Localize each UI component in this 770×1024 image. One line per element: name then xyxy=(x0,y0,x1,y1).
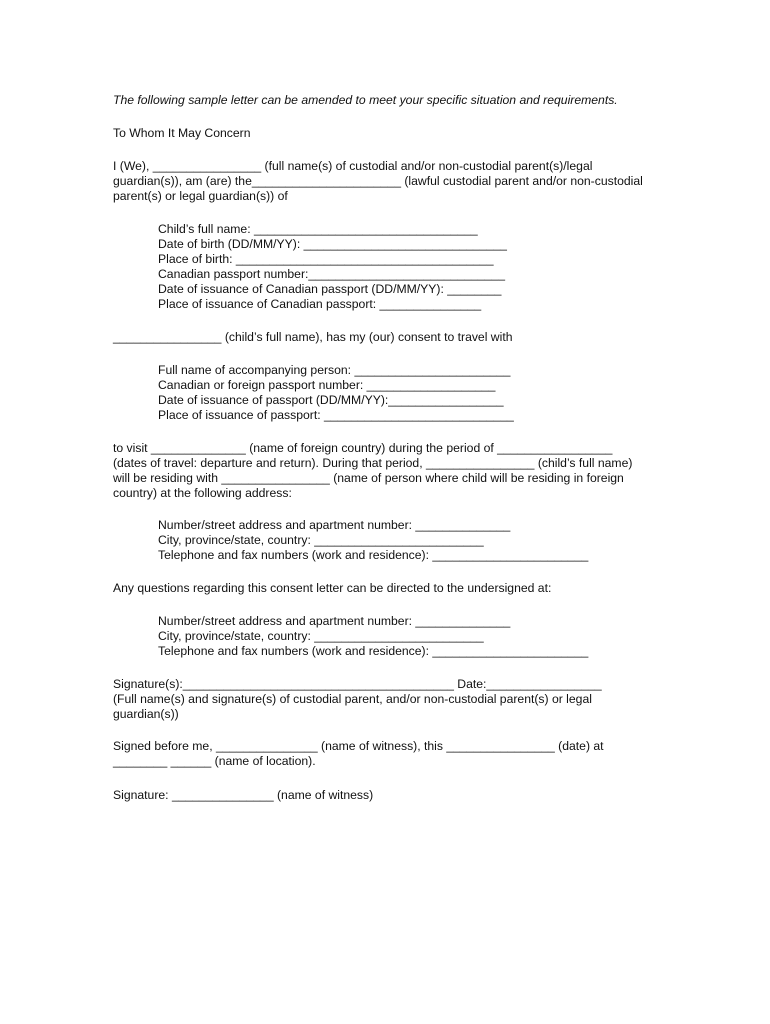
visit-line: country) at the following address: xyxy=(113,486,292,500)
child-field: Date of birth (DD/MM/YY): ______________________________ xyxy=(158,237,507,251)
child-field: Child’s full name: _________________________________ xyxy=(158,222,478,236)
paragraph-line: parent(s) or legal guardian(s)) of xyxy=(113,189,288,203)
paragraph-line: I (We), ________________ (full name(s) of custodial and/or non-custodial parent(s)/legal xyxy=(113,159,593,173)
accompany-field: Date of issuance of passport (DD/MM/YY):_________________ xyxy=(158,393,504,407)
signature-line: (Full name(s) and signature(s) of custodial parent, and/or non-custodial parent(s) or legal xyxy=(113,692,592,706)
child-field: Place of issuance of Canadian passport: _______________ xyxy=(158,297,482,311)
questions-line: Any questions regarding this consent letter can be directed to the undersigned at: xyxy=(113,581,552,595)
visit-line: to visit ______________ (name of foreign country) during the period of _________________ xyxy=(113,441,613,455)
consent-line: ________________ (child’s full name), has my (our) consent to travel with xyxy=(113,330,513,344)
contact-field: City, province/state, country: _________________________ xyxy=(158,629,484,643)
signature-line: Signature(s):________________________________________ Date:_________________ xyxy=(113,677,602,691)
visit-line: (dates of travel: departure and return). During that period, ________________ (child’s full name) xyxy=(113,456,633,470)
intro-note: The following sample letter can be amended to meet your specific situation and requirements. xyxy=(113,93,618,107)
witness-line: Signed before me, _______________ (name of witness), this ________________ (date) at xyxy=(113,739,604,753)
witness-signature-line: Signature: _______________ (name of witness) xyxy=(113,788,374,802)
contact-field: Telephone and fax numbers (work and residence): _______________________ xyxy=(158,644,589,658)
child-field: Date of issuance of Canadian passport (DD/MM/YY): ________ xyxy=(158,282,502,296)
address-field: Number/street address and apartment number: ______________ xyxy=(158,518,511,532)
child-field: Canadian passport number:_____________________________ xyxy=(158,267,505,281)
accompany-field: Full name of accompanying person: _______________________ xyxy=(158,363,511,377)
child-field: Place of birth: ______________________________________ xyxy=(158,252,494,266)
address-field: Telephone and fax numbers (work and residence): _______________________ xyxy=(158,548,589,562)
visit-line: will be residing with ________________ (name of person where child will be residing in foreign xyxy=(113,471,624,485)
address-field: City, province/state, country: _________________________ xyxy=(158,533,484,547)
salutation: To Whom It May Concern xyxy=(113,126,251,140)
witness-line: ________ ______ (name of location). xyxy=(113,754,316,768)
signature-line: guardian(s)) xyxy=(113,707,179,721)
accompany-field: Canadian or foreign passport number: ___________________ xyxy=(158,378,496,392)
contact-field: Number/street address and apartment number: ______________ xyxy=(158,614,511,628)
accompany-field: Place of issuance of passport: ____________________________ xyxy=(158,408,514,422)
paragraph-line: guardian(s)), am (are) the______________________ (lawful custodial parent and/or non-custodial xyxy=(113,174,643,188)
